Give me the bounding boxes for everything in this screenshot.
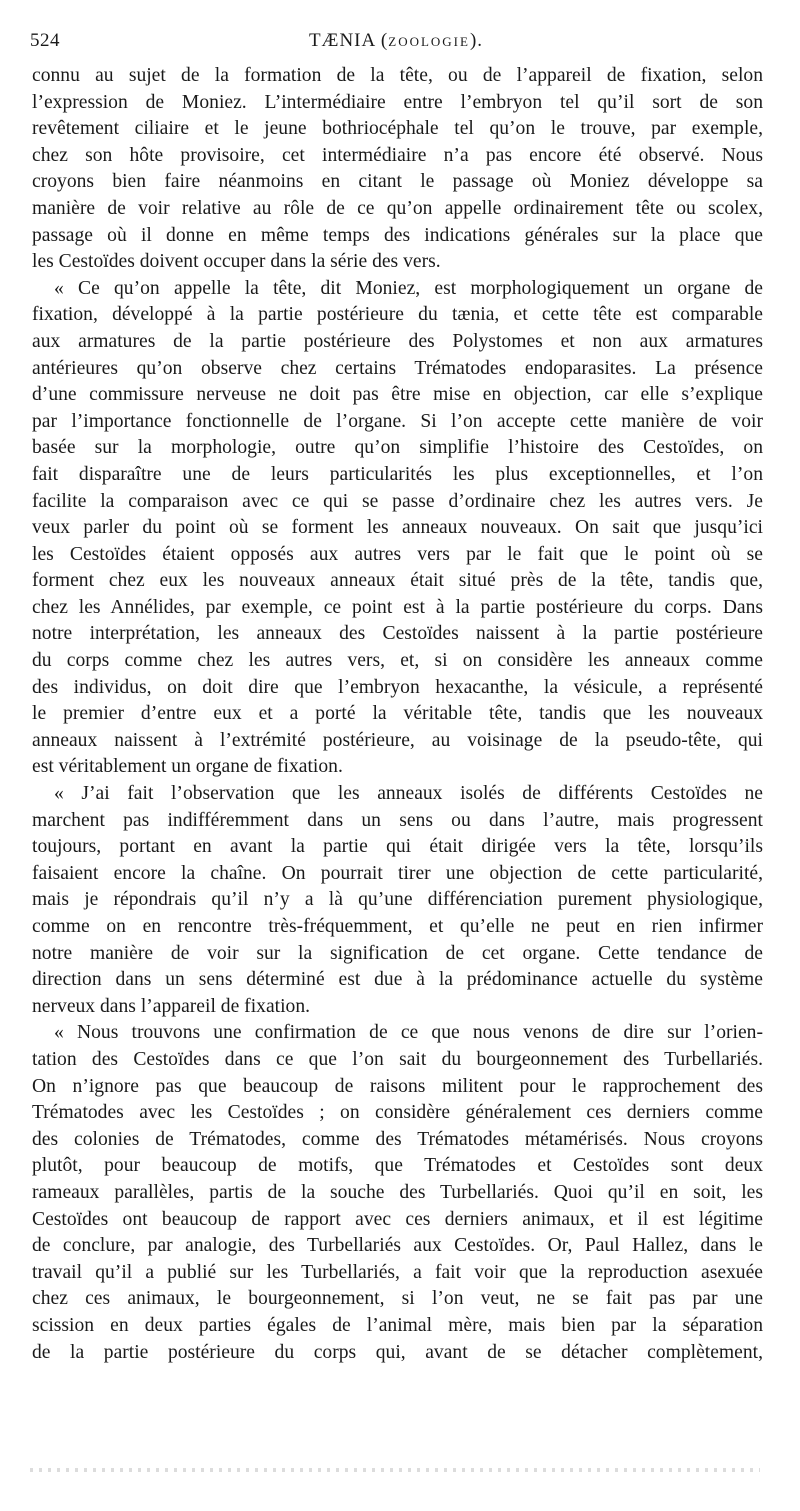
text-line: passage où il donne en même temps des indications générales sur la place que — [32, 224, 763, 246]
text-line: connu au sujet de la formation de la tête, ou de l’appareil de fixation, selon — [32, 65, 763, 86]
text-line: fixation, développé à la partie postérieure du tænia, et cette tête est comparable — [32, 304, 763, 326]
text-line: le premier d’entre eux et a porté la véritable tête, tandis que les nouveaux — [32, 703, 763, 725]
text-line: par l’importance fonctionnelle de l’organe. Si l’on accepte cette manière de voir — [32, 410, 763, 432]
running-title-sub: ZOOLOGIE — [388, 34, 470, 49]
page-number: 524 — [30, 30, 60, 51]
running-title-close: ). — [469, 30, 484, 51]
text-line: « Nous trouvons une confirmation de ce que nous venons de dire sur l’orien- — [54, 1022, 763, 1044]
text-line: de la partie postérieure du corps qui, avant de se détacher complètement, — [32, 1341, 763, 1363]
text-line: les Cestoïdes doivent occuper dans la série des vers. — [32, 251, 441, 273]
running-head — [30, 30, 762, 54]
text-line: des colonies de Trématodes, comme des Trématodes métamérisés. Nous croyons — [32, 1128, 763, 1150]
running-title-main: TÆNIA — [308, 30, 376, 51]
text-line: croyons bien faire néanmoins en citant le passage où Moniez développe sa — [32, 171, 763, 193]
text-line: les Cestoïdes étaient opposés aux autres vers par le fait que le point où se — [32, 543, 763, 565]
text-line: comme on en rencontre très-fréquemment, et qu’elle ne peut en rien infirmer — [32, 916, 763, 937]
text-line: veux parler du point où se forment les anneaux nouveaux. On sait que jusqu’ici — [32, 517, 763, 539]
text-line: faisaient encore la chaîne. On pourrait tirer une objection de cette particularité, — [32, 862, 763, 884]
text-line: anneaux naissent à l’extrémité postérieure, au voisinage de la pseudo-tête, qui — [32, 729, 763, 751]
text-line: l’expression de Moniez. L’intermédiaire entre l’embryon tel qu’il sort de son — [32, 91, 763, 113]
text-line: notre interprétation, les anneaux des Cestoïdes naissent à la partie postérieure — [32, 623, 763, 645]
text-line: manière de voir relative au rôle de ce qu’on appelle ordinairement tête ou scolex, — [32, 197, 763, 219]
running-title — [30, 30, 762, 52]
text-line: des individus, on doit dire que l’embryon hexacanthe, la vésicule, a représenté — [32, 676, 763, 698]
text-line: d’une commissure nerveuse ne doit pas être mise en objection, car elle s’explique — [32, 384, 763, 406]
text-line: plutôt, pour beaucoup de motifs, que Trématodes et Cestoïdes sont deux — [32, 1155, 763, 1177]
text-line: direction dans un sens déterminé est due à la prédominance actuelle du système — [32, 969, 763, 991]
text-line: du corps comme chez les autres vers, et, si on considère les anneaux comme — [32, 650, 763, 672]
text-line: Trématodes avec les Cestoïdes ; on considère généralement ces derniers comme — [32, 1102, 763, 1124]
text-line: chez ces animaux, le bourgeonnement, si l’on veut, ne se fait pas par une — [32, 1288, 763, 1310]
text-line: travail qu’il a publié sur les Turbellariés, a fait voir que la reproduction asexuée — [32, 1261, 763, 1283]
text-line: forment chez eux les nouveaux anneaux était situé près de la tête, tandis que, — [32, 570, 763, 592]
text-line: « J’ai fait l’observation que les anneaux isolés de différents Cestoïdes ne — [54, 783, 763, 805]
text-line: antérieures qu’on observe chez certains Trématodes endoparasites. La présence — [32, 357, 763, 379]
text-line: notre manière de voir sur la signification de cet organe. Cette tendance de — [32, 942, 763, 964]
text-line: aux armatures de la partie postérieure des Polystomes et non aux armatures — [32, 330, 763, 352]
text-line: de conclure, par analogie, des Turbellariés aux Cestoïdes. Or, Paul Hallez, dans le — [32, 1235, 763, 1257]
text-line: « Ce qu’on appelle la tête, dit Moniez, est morphologiquement un organe de — [54, 277, 763, 299]
text-line: facilite la comparaison avec ce qui se passe d’ordinaire chez les autres vers. Je — [32, 490, 763, 512]
footer-rule — [30, 1468, 760, 1472]
text-line: fait disparaître une de leurs particularités les plus exceptionnelles, et l’on — [32, 463, 763, 485]
text-line: mais je répondrais qu’il n’y a là qu’une différenciation purement physiologique, — [32, 889, 763, 911]
text-line: chez son hôte provisoire, cet intermédiaire n’a pas encore été observé. Nous — [32, 144, 763, 166]
text-line: scission en deux parties égales de l’animal mère, mais bien par la séparation — [32, 1314, 763, 1336]
text-line: basée sur la morphologie, outre qu’on simplifie l’histoire des Cestoïdes, on — [32, 437, 763, 459]
text-line: Cestoïdes ont beaucoup de rapport avec ces derniers animaux, et il est légitime — [32, 1208, 763, 1230]
text-line: On n’ignore pas que beaucoup de raisons militent pour le rapprochement des — [32, 1075, 763, 1097]
text-line: marchent pas indifféremment dans un sens ou dans l’autre, mais progressent — [32, 809, 763, 831]
text-line: nerveux dans l’appareil de fixation. — [32, 995, 311, 1017]
body-text — [32, 63, 763, 1366]
text-line: toujours, portant en avant la partie qui était dirigée vers la tête, lorsqu’ils — [32, 836, 763, 858]
text-line: est véritablement un organe de fixation. — [32, 756, 343, 778]
text-line: rameaux parallèles, partis de la souche des Turbellariés. Quoi qu’il en soit, les — [32, 1181, 763, 1203]
running-title-open: ( — [375, 30, 389, 51]
text-line: chez les Annélides, par exemple, ce point est à la partie postérieure du corps. Dans — [32, 596, 763, 618]
text-line: tation des Cestoïdes dans ce que l’on sait du bourgeonnement des Turbellariés. — [32, 1048, 763, 1070]
text-line: revêtement ciliaire et le jeune bothriocéphale tel qu’on le trouve, par exemple, — [32, 118, 763, 140]
